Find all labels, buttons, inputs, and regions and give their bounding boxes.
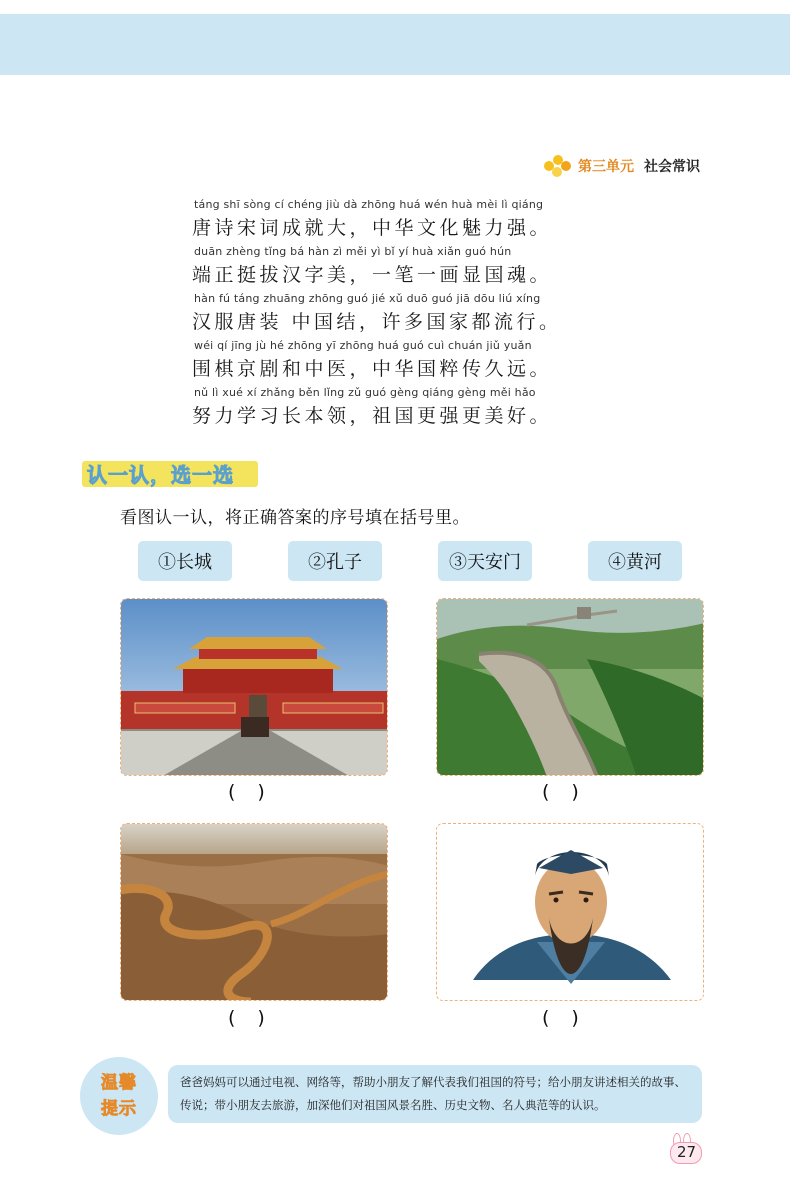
answer-blank[interactable]: () [542,1007,601,1029]
flower-icon [544,153,572,179]
pinyin: nǔ lì xué xí zhǎng běn lǐng zǔ guó gèng qiáng gèng měi hǎo [194,386,536,399]
option-tiananmen: ③天安门 [438,541,532,581]
pinyin: táng shī sòng cí chéng jiù dà zhōng huá wén huà mèi lì qiáng [194,198,544,211]
poem-text: 唐诗宋词成就大，中华文化魅力强。 [192,217,553,239]
confucius-image [436,823,704,1001]
page-number-badge [668,1140,704,1164]
unit-header [544,151,700,181]
instruction: 看图认一认，将正确答案的序号填在括号里。 [120,508,470,528]
section-title [82,458,260,488]
tip-badge [80,1057,158,1135]
section-title-text: 认一认，选一选 [87,463,234,487]
tip-badge-line1: 温馨 [101,1073,137,1093]
poem-line [192,198,602,245]
option-confucius: ②孔子 [288,541,382,581]
answer-blank[interactable]: () [542,781,601,803]
poem-text: 围棋京剧和中医，中华国粹传久远。 [192,358,553,380]
tiananmen-image [120,598,388,776]
option-great-wall: ①长城 [138,541,232,581]
answer-blank[interactable]: () [228,781,287,803]
poem-text: 端正挺拔汉字美，一笔一画显国魂。 [192,264,553,286]
great-wall-image [436,598,704,776]
tip-text: 爸爸妈妈可以通过电视、网络等，帮助小朋友了解代表我们祖国的符号；给小朋友讲述相关的故事、传说；带小朋友去旅游，加深他们对祖国风景名胜、历史文物、名人典范等的认识。 [168,1065,702,1123]
poem-line [192,339,602,386]
pinyin: wéi qí jīng jù hé zhōng yī zhōng huá guó cuì chuán jiǔ yuǎn [194,339,532,352]
option-yellow-river: ④黄河 [588,541,682,581]
unit-label: 第三单元 [578,159,634,175]
page-number: 27 [677,1143,697,1161]
poem-text: 汉服唐装 中国结，许多国家都流行。 [192,311,562,333]
poem-line [192,292,602,339]
pinyin: hàn fú táng zhuāng zhōng guó jié xǔ duō guó jiā dōu liú xíng [194,292,541,305]
poem-line [192,245,602,292]
top-color-band [0,14,790,75]
pinyin: duān zhèng tǐng bá hàn zì měi yì bǐ yí huà xiǎn guó hún [194,245,512,258]
yellow-river-image [120,823,388,1001]
poem [192,198,602,433]
unit-title: 社会常识 [644,159,700,175]
poem-line [192,386,602,433]
answer-blank[interactable]: () [228,1007,287,1029]
tip-badge-line2: 提示 [101,1099,137,1119]
poem-text: 努力学习长本领，祖国更强更美好。 [192,405,553,427]
